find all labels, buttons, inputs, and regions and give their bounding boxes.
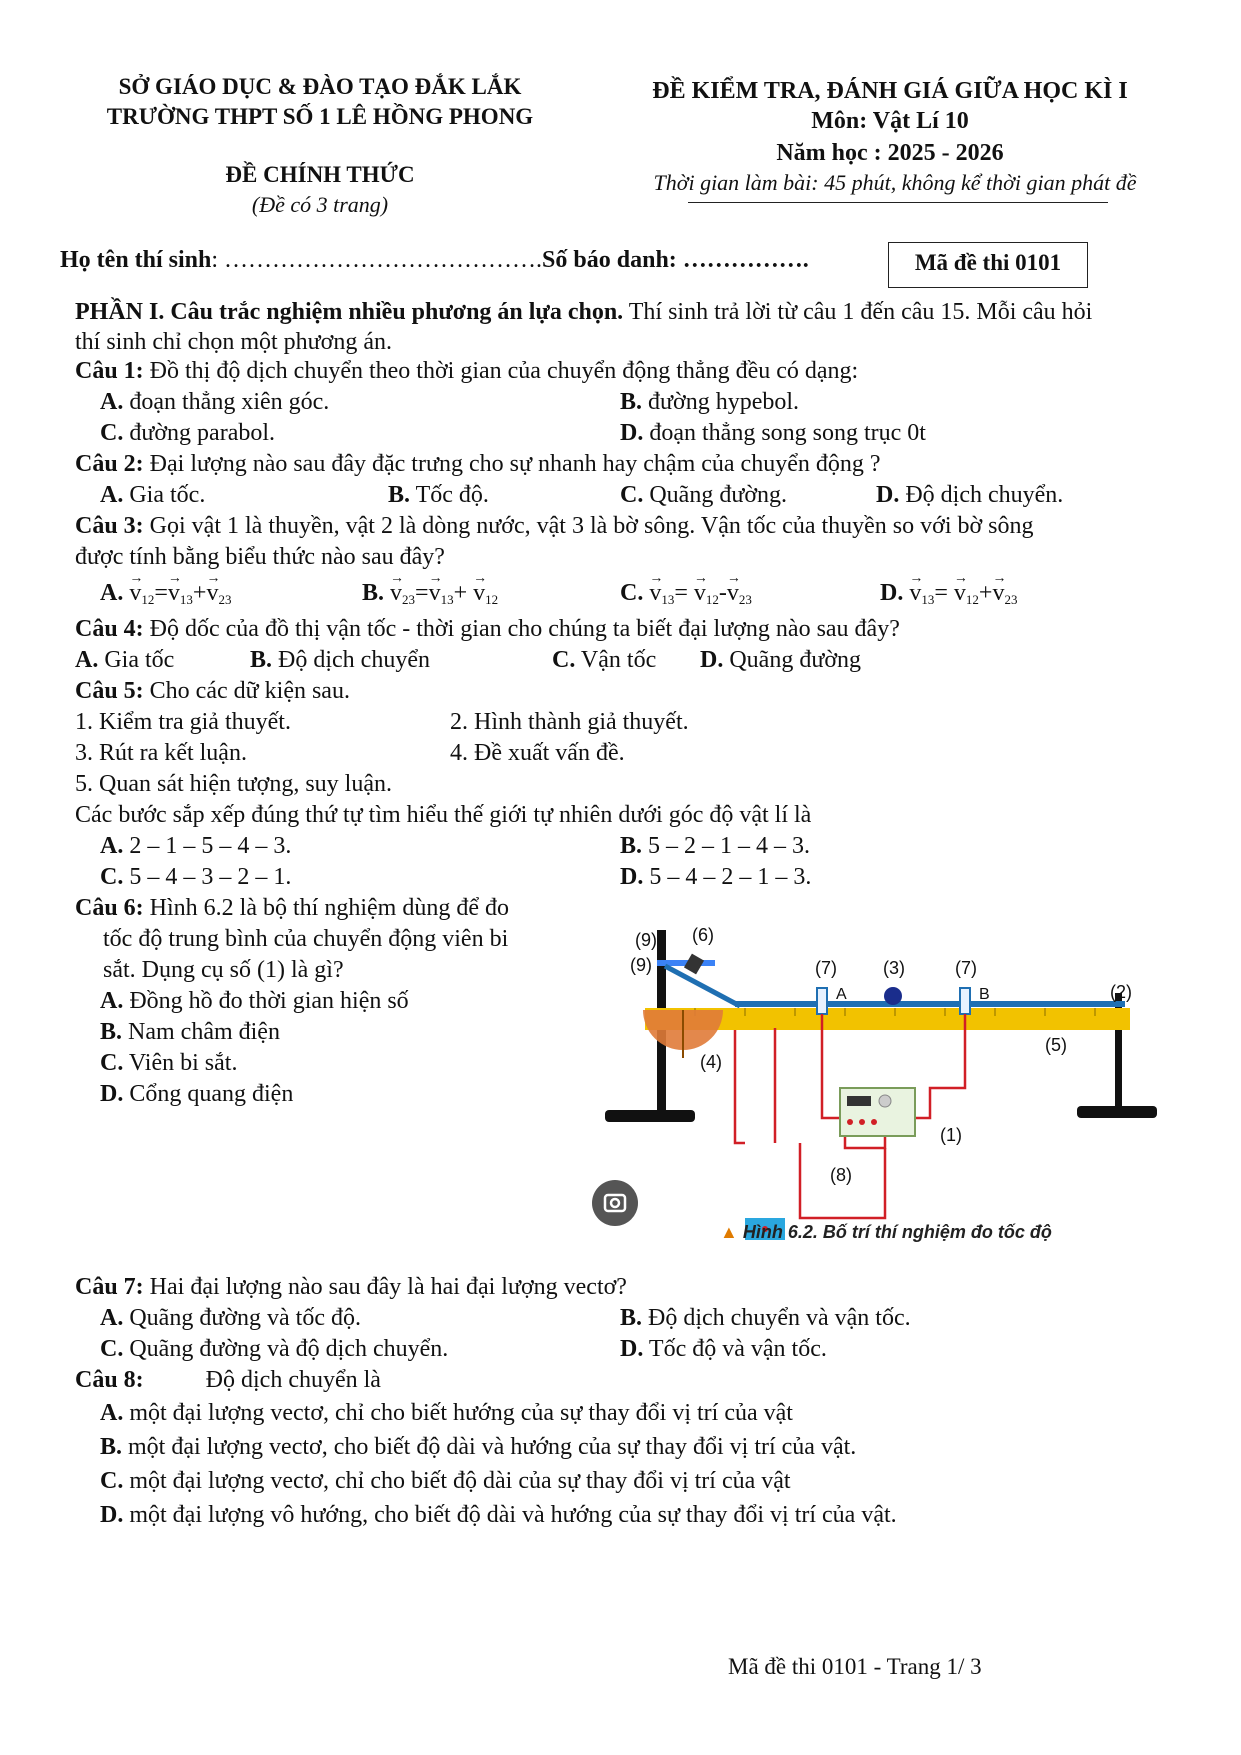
q3-option-c: C. → $v_{13}= \to v_{12}-\to v_{23}$	[620, 578, 752, 615]
q5-text: Cho các dữ kiện sau.	[143, 678, 350, 704]
q1-option-a: A. đoạn thẳng xiên góc.	[100, 389, 330, 415]
label-5: (5)	[1045, 1035, 1067, 1055]
q8-label: Câu 8:	[75, 1367, 144, 1393]
part1-line1	[75, 297, 1092, 327]
q8-stem	[75, 1365, 381, 1395]
exam-code-box: Mã đề thi 0101	[888, 242, 1088, 288]
q2-option-c: C. Quãng đường.	[620, 482, 788, 508]
q7-label: Câu 7:	[75, 1274, 144, 1300]
q3-option-b: B. → $v_{23}=\to v_{13}+ \to v_{12}$	[362, 578, 498, 615]
q7-option-c: C. Quãng đường và độ dịch chuyển.	[100, 1336, 449, 1362]
q1-text: Đồ thị độ dịch chuyển theo thời gian của chuyển động thẳng đều có dạng:	[143, 358, 859, 384]
label-9: (9)	[635, 930, 657, 950]
q6-option-c: C. Viên bi sắt.	[100, 1050, 238, 1076]
q1-label: Câu 1:	[75, 358, 144, 384]
q2-label: Câu 2:	[75, 451, 144, 477]
school-year: Năm học : 2025 - 2026	[776, 140, 1004, 166]
q7-option-b: B. Độ dịch chuyển và vận tốc.	[620, 1305, 911, 1331]
q4-label: Câu 4:	[75, 616, 144, 642]
student-info-row	[60, 245, 809, 275]
q8-option-c: C. một đại lượng vectơ, chỉ cho biết độ dài của sự thay đổi vị trí của vật	[100, 1468, 791, 1494]
official-label: ĐỀ CHÍNH THỨC	[225, 162, 415, 187]
q5-option-a: A. 2 – 1 – 5 – 4 – 3.	[100, 833, 292, 859]
q5-item-1: 1. Kiểm tra giả thuyết.	[75, 709, 291, 735]
q7-text: Hai đại lượng nào sau đây là hai đại lượng vectơ?	[143, 1274, 627, 1300]
q4-option-b: B. Độ dịch chuyển	[250, 647, 430, 673]
part1-instr1: Thí sinh trả lời từ câu 1 đến câu 15. Mỗi câu hỏi	[623, 299, 1093, 325]
name-label: Họ tên thí sinh	[60, 247, 212, 273]
q6-option-a: A. Đồng hồ đo thời gian hiện số	[100, 988, 409, 1014]
label-6: (6)	[692, 925, 714, 945]
exam-time: Thời gian làm bài: 45 phút, không kể thời gian phát đề	[653, 170, 1137, 195]
q3-option-d: D. → $v_{13}= \to v_{12}+\to v_{23}$	[880, 578, 1017, 615]
q5-item-2: 2. Hình thành giả thuyết.	[450, 709, 689, 735]
q5-option-c: C. 5 – 4 – 3 – 2 – 1.	[100, 864, 292, 890]
q4-option-a: A. Gia tốc	[75, 647, 175, 673]
label-8: (8)	[830, 1165, 852, 1185]
q7-option-d: D. Tốc độ và vận tốc.	[620, 1336, 827, 1362]
q2-option-d: D. Độ dịch chuyển.	[876, 482, 1064, 508]
gate-b-label: B	[979, 986, 990, 1003]
q6-stem-1	[75, 893, 509, 923]
q8-text: Độ dịch chuyển là	[205, 1367, 381, 1393]
q5-option-b: B. 5 – 2 – 1 – 4 – 3.	[620, 833, 811, 859]
subject: Môn: Vật Lí 10	[811, 108, 969, 134]
label-9-text: (9)	[630, 955, 652, 975]
q6-option-d: D. Cổng quang điện	[100, 1081, 294, 1107]
q5-prompt: Các bước sắp xếp đúng thứ tự tìm hiểu thế giới tự nhiên dưới góc độ vật lí là	[75, 802, 812, 828]
q5-item-5: 5. Quan sát hiện tượng, suy luận.	[75, 771, 392, 797]
q2-option-b: B. Tốc độ.	[388, 482, 489, 508]
q2-option-a: A. Gia tốc.	[100, 482, 206, 508]
dept-name: SỞ GIÁO DỤC & ĐÀO TẠO ĐẮK LẮK	[118, 74, 522, 99]
q5-item-3: 3. Rút ra kết luận.	[75, 740, 247, 766]
q2-stem	[75, 449, 881, 479]
q7-stem	[75, 1272, 627, 1302]
label-4: (4)	[700, 1052, 722, 1072]
q4-option-c: C. Vận tốc	[552, 647, 657, 673]
page-footer: Mã đề thi 0101 - Trang 1/ 3	[728, 1654, 982, 1679]
q6-text-1: Hình 6.2 là bộ thí nghiệm dùng để đo	[143, 895, 509, 921]
sbd-label: Số báo danh: …………….	[542, 247, 809, 273]
q5-item-4: 4. Đề xuất vấn đề.	[450, 740, 625, 766]
q4-option-d: D. Quãng đường	[700, 647, 862, 673]
school-name: TRƯỜNG THPT SỐ 1 LÊ HỒNG PHONG	[106, 104, 534, 129]
part1-title: PHẦN I. Câu trắc nghiệm nhiều phương án lựa chọn.	[75, 299, 624, 325]
q6-option-b: B. Nam châm điện	[100, 1019, 280, 1045]
q6-stem-3: sắt. Dụng cụ số (1) là gì?	[103, 957, 344, 983]
name-dots: : ………………………………….	[211, 247, 543, 273]
q5-label: Câu 5:	[75, 678, 144, 704]
page-count: (Đề có 3 trang)	[251, 192, 389, 217]
q4-text: Độ dốc của đồ thị vận tốc - thời gian cho chúng ta biết đại lượng nào sau đây?	[143, 616, 900, 642]
q2-text: Đại lượng nào sau đây đặc trưng cho sự nhanh hay chậm của chuyển động ?	[143, 451, 881, 477]
q6-label: Câu 6:	[75, 895, 144, 921]
q8-option-a: A. một đại lượng vectơ, chỉ cho biết hướng của sự thay đổi vị trí của vật	[100, 1400, 793, 1426]
q7-option-a: A. Quãng đường và tốc độ.	[100, 1305, 361, 1331]
lens-icon[interactable]	[592, 1180, 638, 1226]
header-underline	[688, 202, 1108, 203]
label-7-left: (7)	[815, 958, 837, 978]
caption-triangle-icon: ▲	[720, 1222, 743, 1242]
q3-text: Gọi vật 1 là thuyền, vật 2 là dòng nước, vật 3 là bờ sông. Vận tốc của thuyền so với bờ sông	[143, 513, 1034, 539]
q8-option-b: B. một đại lượng vectơ, cho biết độ dài và hướng của sự thay đổi vị trí của vật.	[100, 1434, 857, 1460]
q1-option-b: B. đường hypebol.	[620, 389, 800, 415]
label-7-right: (7)	[955, 958, 977, 978]
part1-instr2: thí sinh chỉ chọn một phương án.	[75, 329, 393, 355]
q6-stem-2: tốc độ trung bình của chuyển động viên bi	[103, 926, 509, 952]
q1-option-d: D. đoạn thẳng song song trục 0t	[620, 420, 926, 446]
q3-stem	[75, 511, 1034, 541]
q3-option-a: A. → $v_{12}=\to v_{13}+\to v_{23}$	[100, 578, 231, 615]
q8-option-d: D. một đại lượng vô hướng, cho biết độ dài và hướng của sự thay đổi vị trí của vật.	[100, 1502, 897, 1528]
q1-stem	[75, 356, 858, 386]
q4-stem	[75, 614, 900, 644]
q1-option-c: C. đường parabol.	[100, 420, 276, 446]
q5-stem	[75, 676, 350, 706]
gate-a-label: A	[836, 986, 847, 1003]
label-2: (2)	[1110, 982, 1132, 1002]
q3-label: Câu 3:	[75, 513, 144, 539]
label-3: (3)	[883, 958, 905, 978]
exam-title: ĐỀ KIỂM TRA, ĐÁNH GIÁ GIỮA HỌC KÌ I	[652, 78, 1128, 104]
figure-caption: ▲ Hình 6.2. Bố trí thí nghiệm đo tốc độ	[720, 1222, 1052, 1242]
q5-option-d: D. 5 – 4 – 2 – 1 – 3.	[620, 864, 812, 890]
q3-stem-2: được tính bằng biểu thức nào sau đây?	[75, 544, 445, 570]
label-1: (1)	[940, 1125, 962, 1145]
